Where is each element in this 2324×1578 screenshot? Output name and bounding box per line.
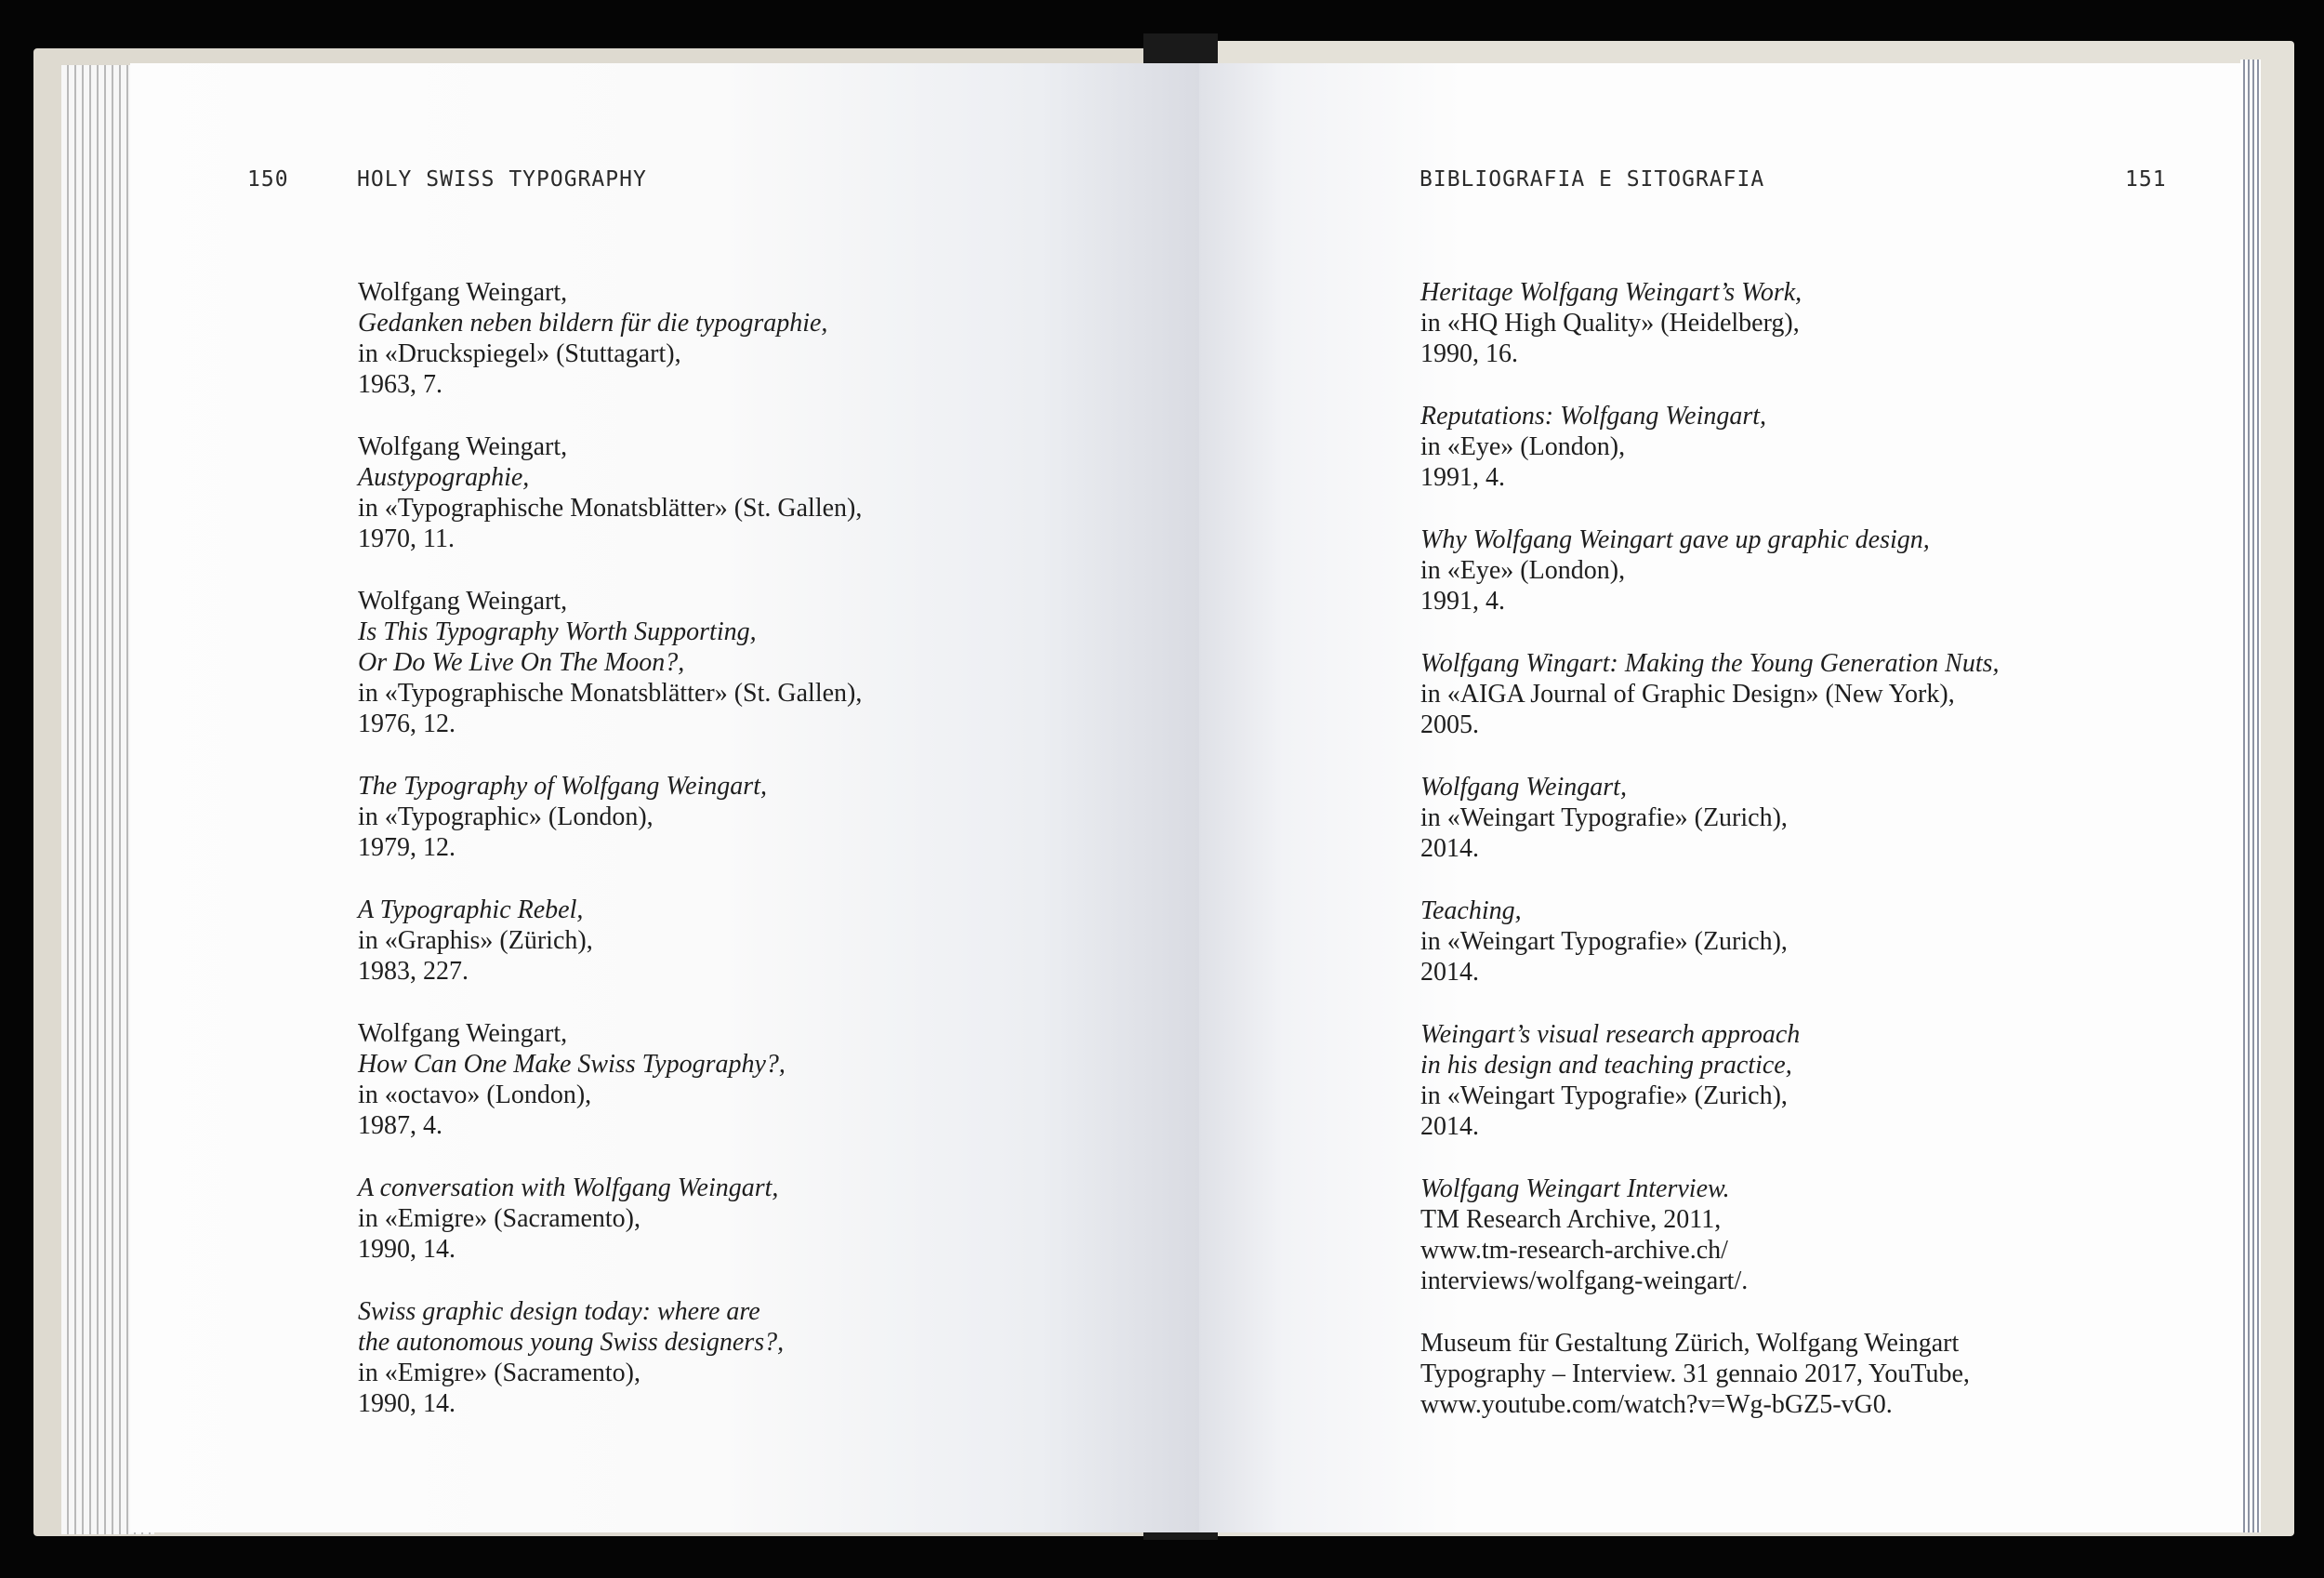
entry-line: in «Typographische Monatsblätter» (St. Gallen), [358,494,863,523]
entry-line: in «AIGA Journal of Graphic Design» (New York), [1420,680,1955,709]
page-number-right: 151 [2125,167,2167,192]
entry-line: in «octavo» (London), [358,1081,592,1109]
bibliography-entry [1420,772,2000,864]
entry-line: 1991, 4. [1420,463,1505,492]
entry-line: 1976, 12. [358,709,456,738]
bibliography-entry [358,895,862,987]
entry-line: in «Weingart Typografie» (Zurich), [1420,927,1788,956]
entry-line: in «Emigre» (Sacramento), [358,1204,641,1233]
entry-line: in his design and teaching practice, [1420,1051,1792,1080]
entry-line: TM Research Archive, 2011, [1420,1205,1722,1234]
entry-line: Wolfgang Weingart, [1420,773,1627,802]
entry-line: in «Emigre» (Sacramento), [358,1359,641,1387]
bibliography-entry [1420,524,2000,617]
running-head-left: HOLY SWISS TYPOGRAPHY [357,167,647,192]
entry-line: 1990, 16. [1420,339,1518,368]
entry-line: 1970, 11. [358,524,455,553]
entry-line: 2005. [1420,710,1479,739]
entry-line: 2014. [1420,958,1479,987]
entry-line: in «Eye» (London), [1420,556,1626,585]
entry-line: in «Druckspiegel» (Stuttagart), [358,339,681,368]
entry-line: in «Typographic» (London), [358,802,654,831]
entry-line: Or Do We Live On The Moon?, [358,648,685,677]
bibliography-entry [358,771,862,863]
entry-line: A Typographic Rebel, [358,895,584,924]
bibliography-entry [1420,648,2000,740]
entry-line: 1987, 4. [358,1111,442,1140]
entry-line: Wolfgang Weingart Interview. [1420,1174,1730,1203]
entry-line: in «Graphis» (Zürich), [358,926,593,955]
entry-line: Swiss graphic design today: where are [358,1297,760,1326]
entry-line: How Can One Make Swiss Typography?, [358,1050,786,1079]
bibliography-right [1420,277,2000,1452]
entry-line: The Typography of Wolfgang Weingart, [358,772,767,801]
entry-line: the autonomous young Swiss designers?, [358,1328,785,1357]
entry-line: Heritage Wolfgang Weingart’s Work, [1420,278,1802,307]
entry-line: www.tm-research-archive.ch/ [1420,1236,1728,1265]
entry-line: in «HQ High Quality» (Heidelberg), [1420,309,1800,338]
entry-line: Reputations: Wolfgang Weingart, [1420,402,1767,431]
bibliography-entry [358,1173,862,1265]
entry-line: 1963, 7. [358,370,442,399]
bibliography-entry [1420,277,2000,369]
bibliography-entry [1420,895,2000,988]
entry-line: in «Weingart Typografie» (Zurich), [1420,1081,1788,1110]
bibliography-entry [358,1296,862,1419]
entry-line: 1990, 14. [358,1235,456,1264]
bibliography-entry [358,277,862,400]
running-head-right: BIBLIOGRAFIA E SITOGRAFIA [1419,167,1765,192]
entry-line: Gedanken neben bildern für die typographie, [358,309,828,338]
entry-line: Austypographie, [358,463,530,492]
entry-line: 1979, 12. [358,833,456,862]
entry-line: Weingart’s visual research approach [1420,1020,1801,1049]
bibliography-entry [1420,1019,2000,1142]
entry-line: in «Eye» (London), [1420,432,1626,461]
entry-line: in «Weingart Typografie» (Zurich), [1420,803,1788,832]
entry-line: 2014. [1420,834,1479,863]
bibliography-entry [358,1018,862,1141]
entry-line: 1991, 4. [1420,587,1505,616]
entry-line: Why Wolfgang Weingart gave up graphic design, [1420,525,1930,554]
entry-line: Teaching, [1420,896,1522,925]
entry-line: Wolfgang Weingart, [358,278,568,307]
page-stack-edge-right [2240,60,2261,1532]
entry-line: 1983, 227. [358,957,469,986]
entry-line: Museum für Gestaltung Zürich, Wolfgang Weingart [1420,1329,1960,1358]
entry-line: Wolfgang Weingart, [358,432,568,461]
page-number-left: 150 [247,167,289,192]
entry-line: Wolfgang Weingart, [358,1019,568,1048]
entry-line: interviews/wolfgang-weingart/. [1420,1266,1749,1295]
entry-line: Is This Typography Worth Supporting, [358,617,757,646]
entry-line: in «Typographische Monatsblätter» (St. Gallen), [358,679,863,708]
bibliography-entry [1420,401,2000,493]
entry-line: Typography – Interview. 31 gennaio 2017, YouTube, [1420,1359,1970,1388]
entry-line: 1990, 14. [358,1389,456,1418]
bibliography-entry [1420,1328,2000,1420]
entry-line: www.youtube.com/watch?v=Wg-bGZ5-vG0. [1420,1390,1893,1419]
entry-line: Wolfgang Weingart, [358,587,568,616]
entry-line: 2014. [1420,1112,1479,1141]
entry-line: A conversation with Wolfgang Weingart, [358,1174,779,1202]
bibliography-entry [358,586,862,739]
bibliography-left [358,277,862,1451]
bibliography-entry [1420,1174,2000,1296]
bibliography-entry [358,431,862,554]
entry-line: Wolfgang Wingart: Making the Young Generation Nuts, [1420,649,2000,678]
